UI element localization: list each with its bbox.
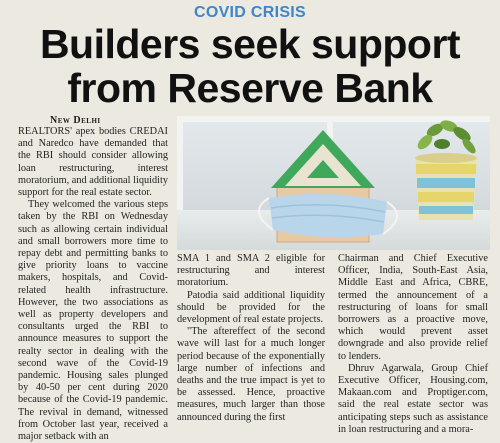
col1-paragraph-2: They welcomed the various steps taken by the RBI on Wednesday such as allowing certain individual and small borrowers more time to repay debt and permitting banks to give priority loans to vaccine makers, hospitals, and Covid-related health infrastructure. However, the two associations as well as property developers and consultants urged the RBI to announce measures to support the realty sector in dealing with the second wave of the Covid-19 pandemic. Housing sales plunged by 40-50 per cent during 2020 because of the Covid-19 pandemic. The revival in demand, witnessed from October last year, received a major setback with an bbox=[18, 199, 168, 443]
article-column-2 bbox=[177, 253, 325, 424]
article-column-3 bbox=[338, 253, 488, 436]
plant-icon bbox=[415, 118, 478, 155]
col2-paragraph-1: SMA 1 and SMA 2 eligible for restructuring and interest moratorium. bbox=[177, 253, 325, 289]
article-column-1 bbox=[18, 126, 168, 443]
col3-paragraph-1: Chairman and Chief Executive Officer, India, South-East Asia, Middle East and Africa, CBRE, termed the announcement of a restructuring of loans for small borrowers as a proactive move, which would prevent asset downgrade and also provide relief to lenders. bbox=[338, 253, 488, 362]
col2-paragraph-3: "The aftereffect of the second wave will last for a much longer period because of the exponentially large number of infections and deaths and the true impact is yet to be assessed. Hence, proactive measures, much larger than those announced during the first bbox=[177, 326, 325, 423]
flower-pot bbox=[415, 153, 477, 220]
headline-line-1: Builders seek support bbox=[39, 21, 461, 67]
article-photo bbox=[177, 116, 490, 250]
col1-paragraph-1: REALTORS' apex bodies CREDAI and Naredco have demanded that the RBI should consider allowing loan restructuring, interest moratorium, and additional liquidity support for the real estate sector. bbox=[18, 126, 168, 199]
face-mask bbox=[259, 194, 397, 237]
house-and-plant-illustration bbox=[177, 116, 490, 250]
section-kicker: COVID CRISIS bbox=[193, 4, 307, 21]
dateline: New Delhi bbox=[50, 115, 101, 126]
col3-paragraph-2: Dhruv Agarwala, Group Chief Executive Officer, Housing.com, Makaan.com and Proptiger.com, said the real estate sector was anticipating steps such as assistance in loan restructuring and a mora- bbox=[338, 362, 488, 435]
headline-line-2: from Reserve Bank bbox=[67, 65, 433, 111]
col2-paragraph-2: Patodia said additional liquidity should be provided for the development of real estate projects. bbox=[177, 289, 325, 326]
